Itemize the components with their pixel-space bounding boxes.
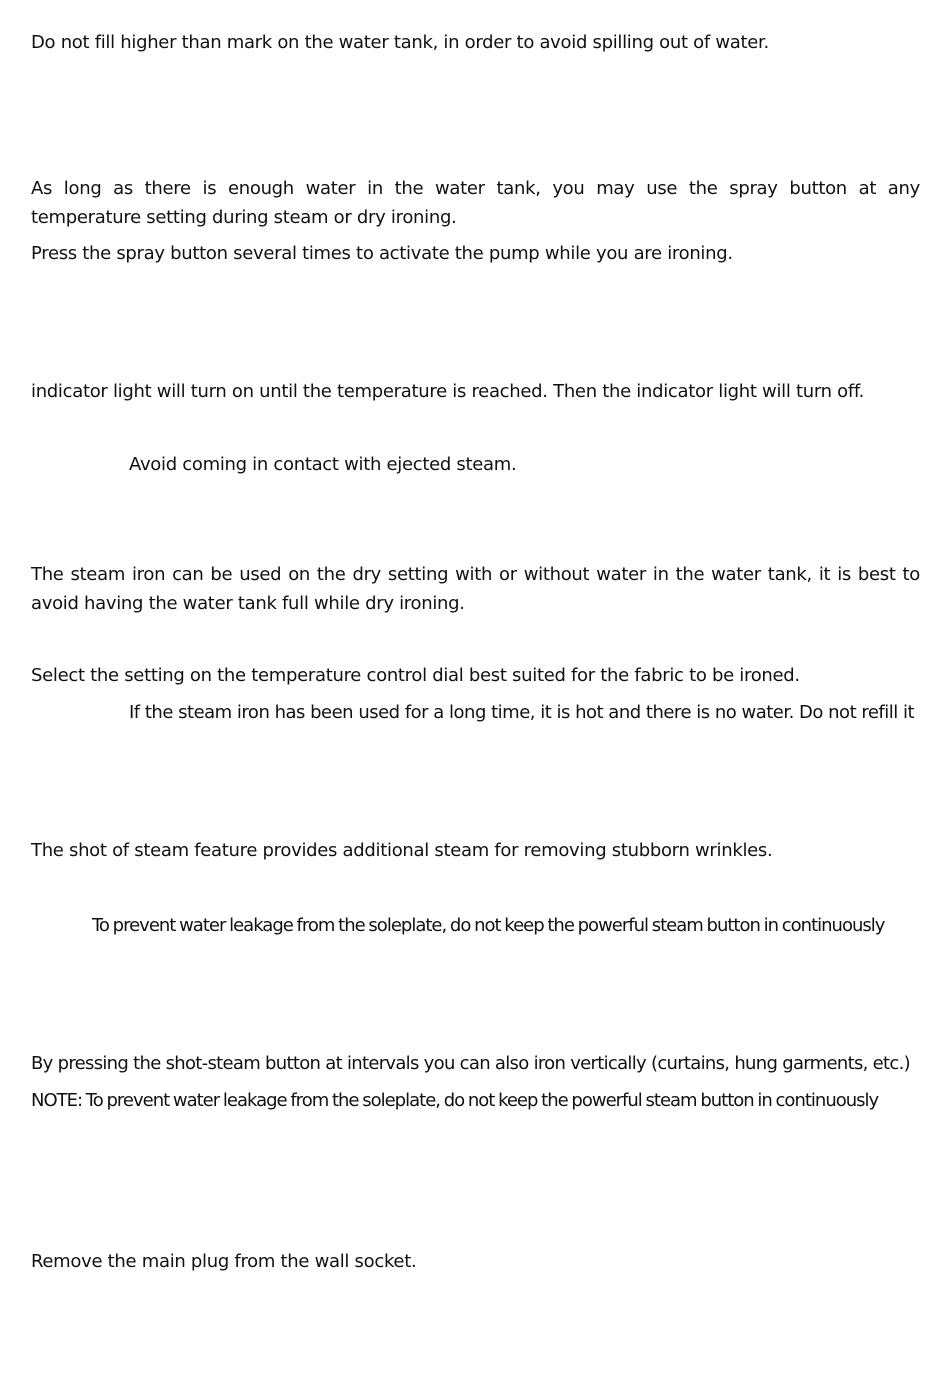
indicator-light-text: indicator light will turn on until the temperature is reached. Then the indicator light will turn off. — [31, 381, 865, 402]
dry-setting-paragraph: The steam iron can be used on the dry setting with or without water in the water tank, it is best to avoid having the water tank full while dry ironing. — [31, 564, 920, 614]
remove-plug-text: Remove the main plug from the wall socket. — [31, 1251, 417, 1272]
leakage-warning-text: To prevent water leakage from the soleplate, do not keep the powerful steam button in continuously — [92, 915, 885, 936]
spray-press-text: Press the spray button several times to activate the pump while you are ironing. — [31, 243, 733, 264]
spray-paragraph: As long as there is enough water in the water tank, you may use the spray button at any temperature setting during steam or dry ironing. — [31, 178, 920, 228]
vertical-ironing-text: By pressing the shot-steam button at intervals you can also iron vertically (curtains, hung garments, etc.) — [31, 1053, 910, 1074]
shot-of-steam-text: The shot of steam feature provides additional steam for removing stubborn wrinkles. — [31, 840, 773, 861]
fill-warning-text: Do not fill higher than mark on the water tank, in order to avoid spilling out of water. — [31, 32, 769, 53]
avoid-steam-text: Avoid coming in contact with ejected steam. — [129, 454, 517, 475]
select-setting-text: Select the setting on the temperature control dial best suited for the fabric to be ironed. — [31, 665, 800, 686]
refill-warning-text: If the steam iron has been used for a long time, it is hot and there is no water. Do not refill it — [129, 702, 915, 723]
leakage-note-text: NOTE: To prevent water leakage from the soleplate, do not keep the powerful steam button in continuously — [31, 1090, 879, 1111]
